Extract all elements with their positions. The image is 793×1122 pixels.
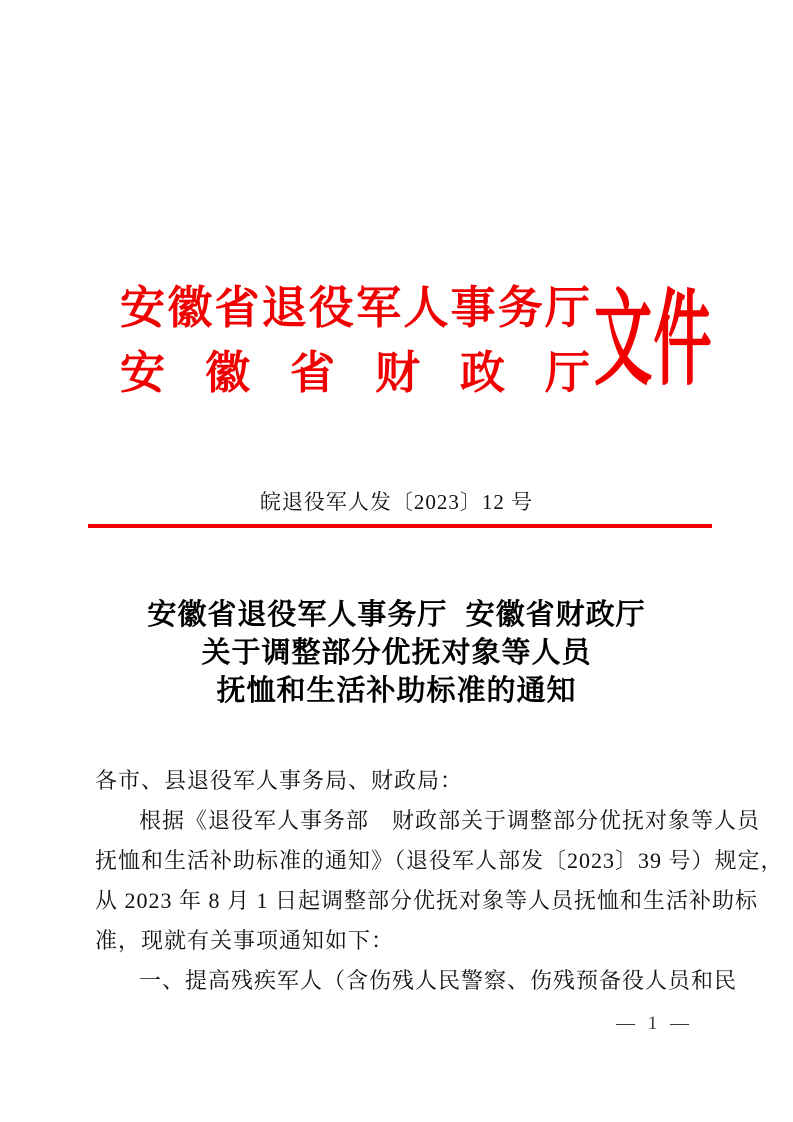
body-line: 抚恤和生活补助标准的通知》（退役军人部发〔2023〕39 号）规定， — [95, 848, 784, 873]
letterhead-org-names — [120, 276, 590, 406]
title-line-2: 关于调整部分优抚对象等人员 — [201, 637, 592, 669]
title-line-1: 安徽省退役军人事务厅 安徽省财政厅 — [147, 599, 646, 631]
body-line: 根据《退役军人事务部 财政部关于调整部分优抚对象等人员 — [139, 808, 761, 833]
page-number: — 1 — — [616, 1013, 693, 1034]
document-body — [95, 761, 784, 1001]
title-line-3: 抚恤和生活补助标准的通知 — [216, 675, 577, 707]
letterhead — [120, 276, 793, 406]
body-line: 一、提高残疾军人（含伤残人民警察、伤残预备役人员和民 — [139, 968, 738, 993]
body-line: 准，现就有关事项通知如下： — [95, 928, 395, 953]
body-line: 从 2023 年 8 月 1 日起调整部分优抚对象等人员抚恤和生活补助标 — [95, 888, 759, 913]
letterhead-org-2: 安徽省财政厅 — [120, 348, 590, 398]
letterhead-org-1: 安徽省退役军人事务厅 — [120, 283, 590, 333]
document-number: 皖退役军人发〔2023〕12 号 — [259, 490, 534, 514]
body-salutation: 各市、县退役军人事务局、财政局： — [95, 768, 464, 793]
red-divider-line — [88, 524, 712, 528]
letterhead-document-word: 文件 — [594, 283, 713, 398]
document-title — [0, 596, 793, 710]
